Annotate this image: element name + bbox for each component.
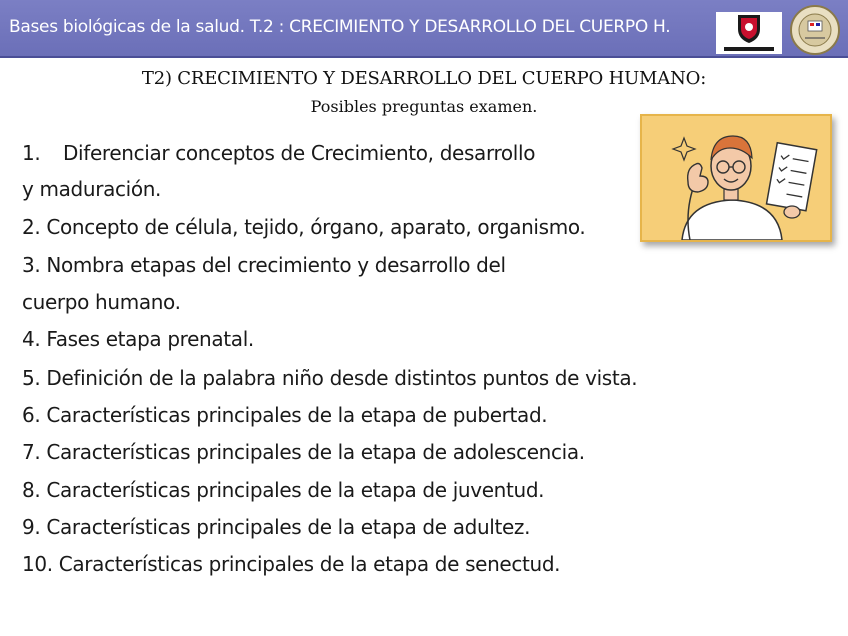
question-1-text: Diferenciar conceptos de Crecimiento, desarrollo [63,141,536,165]
header-bar [0,0,848,58]
question-7: 7. Características principales de la etapa de adolescencia. [22,440,585,464]
question-10: 10. Características principales de la etapa de senectud. [22,552,561,576]
question-9: 9. Características principales de la etapa de adultez. [22,515,531,539]
illustration-panel [640,114,832,242]
question-1-line-2: y maduración. [22,177,162,201]
question-1-line-1 [22,141,535,165]
university-logo [716,12,782,54]
header-title: Bases biológicas de la salud. T.2 : CRECIMIENTO Y DESARROLLO DEL CUERPO H. [9,17,671,37]
question-5: 5. Definición de la palabra niño desde distintos puntos de vista. [22,366,638,390]
question-1-number: 1. [22,141,41,165]
university-shield-icon [716,12,782,54]
document-title: T2) CRECIMIENTO Y DESARROLLO DEL CUERPO HUMANO: [141,68,707,89]
question-2: 2. Concepto de célula, tejido, órgano, aparato, organismo. [22,215,586,239]
question-4: 4. Fases etapa prenatal. [22,327,254,351]
person-thumbs-up-checklist-icon [642,116,830,240]
question-8: 8. Características principales de la etapa de juventud. [22,478,545,502]
question-6: 6. Características principales de la etapa de pubertad. [22,403,548,427]
seal-emblem-icon [790,5,840,55]
institute-seal [790,5,840,55]
question-3-line-2: cuerpo humano. [22,290,181,314]
document-subtitle: Posibles preguntas examen. [310,97,538,116]
question-3-line-1: 3. Nombra etapas del crecimiento y desarrollo del [22,253,506,277]
